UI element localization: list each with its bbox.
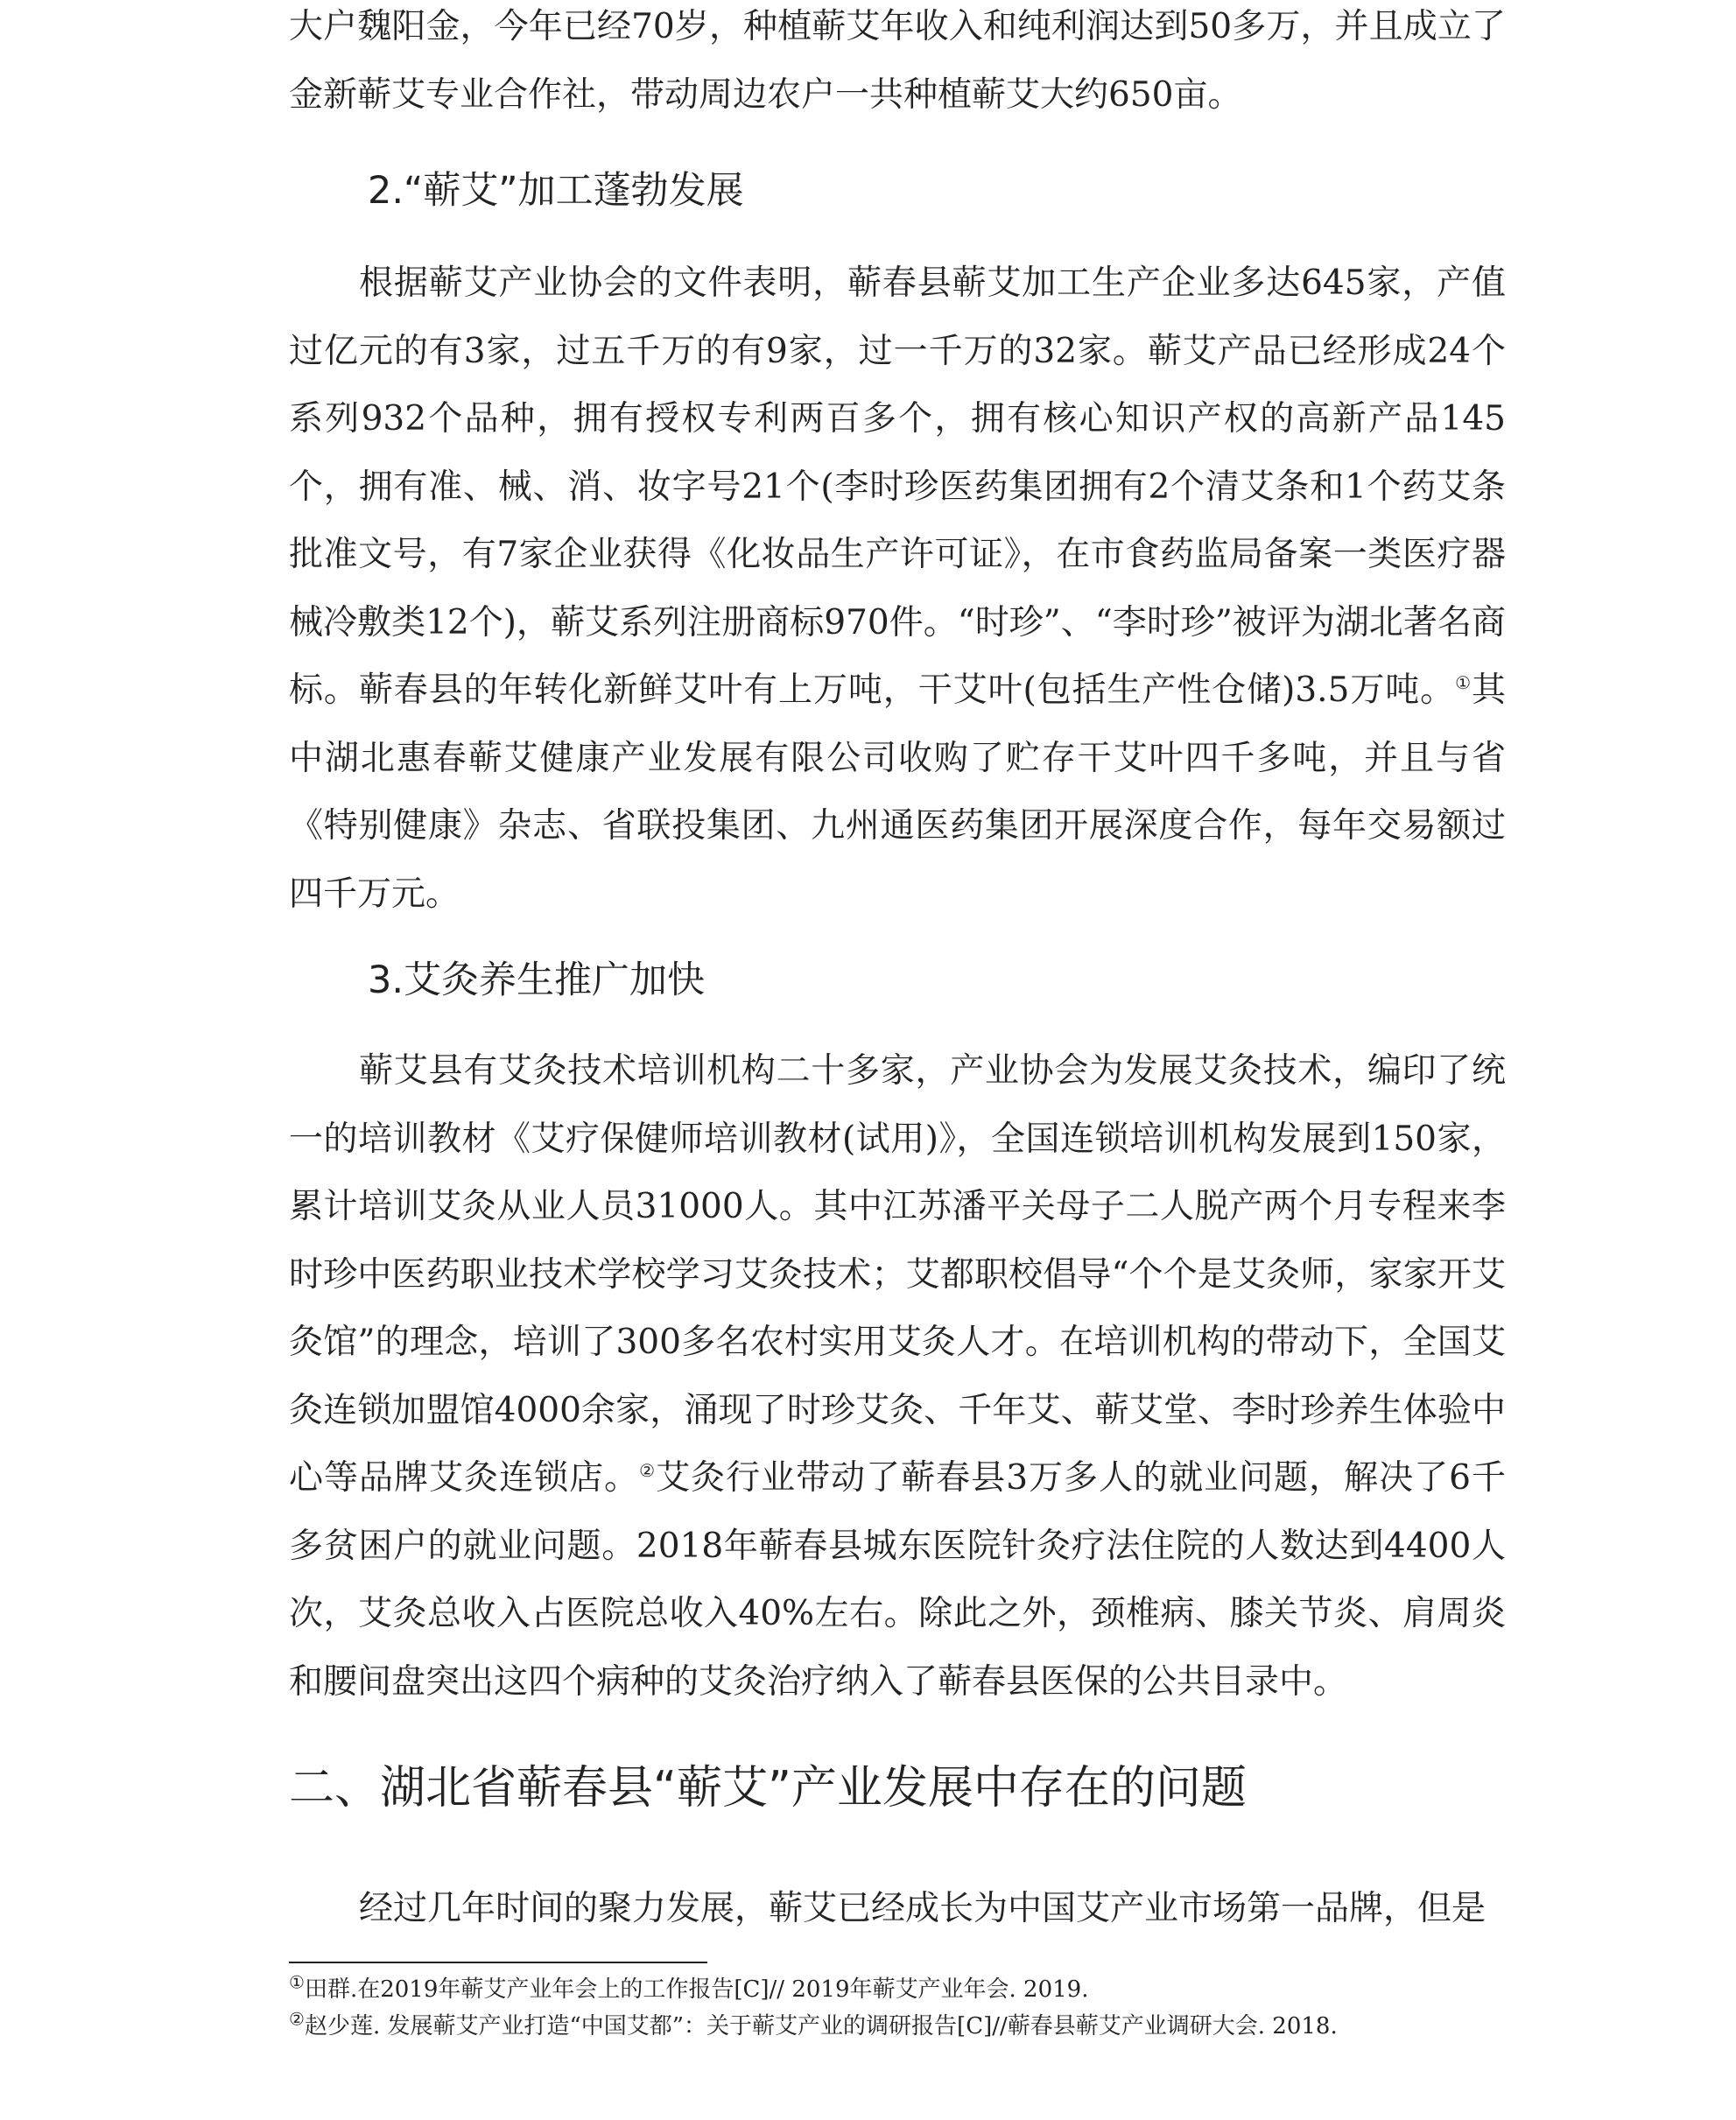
- footnote-1: [289, 1971, 1515, 2008]
- section-paragraph: 经过几年时间的聚力发展，蕲艾已经成长为中国艾产业市场第一品牌，但是: [359, 1889, 1486, 1928]
- section-paragraph-block: [289, 1875, 1506, 1943]
- processing-paragraph-part1: 根据蕲艾产业协会的文件表明，蕲春县蕲艾加工生产企业多达645家，产值过亿元的有3家，过五千万的有9家，过一千万的32家。蕲艾产品已经形成24个系列932个品种，拥有授权专利两百多个，拥有核心知识产权的高新产品145个，拥有准、械、消、妆字号21个(李时珍医药集团拥有2个清艾条和1个药艾条批准文号，有7家企业获得《化妆品生产许可证》，在市食药监局备案一类医疗器械冷敷类12个)，蕲艾系列注册商标970件。“时珍”、“李时珍”被评为湖北著名商标。蕲春县的年转化新鲜艾叶有上万吨，干艾叶(包括生产性仓储)3.5万吨。: [289, 263, 1506, 710]
- moxibustion-paragraph-block: [289, 1037, 1506, 1716]
- processing-paragraph-block: [289, 249, 1506, 928]
- footnote-divider: [289, 1962, 707, 1963]
- footnote-1-text: 田群.在2019年蕲艾产业年会上的工作报告[C]// 2019年蕲艾产业年会. 2019.: [304, 1976, 1089, 2003]
- subheading-processing: 2.“蕲艾”加工蓬勃发展: [368, 169, 744, 213]
- processing-paragraph-part2: 其中湖北惠春蕲艾健康产业发展有限公司收购了贮存干艾叶四千多吨，并且与省《特别健康》杂志、省联投集团、九州通医药集团开展深度合作，每年交易额过四千万元。: [289, 670, 1506, 914]
- footnotes: [289, 1971, 1515, 2045]
- subheading-moxibustion: 3.艾灸养生推广加快: [368, 958, 706, 1002]
- intro-paragraph-block: [289, 0, 1506, 129]
- section-heading: 二、湖北省蕲春县“蕲艾”产业发展中存在的问题: [289, 1762, 1247, 1815]
- processing-paragraph: [289, 249, 1506, 928]
- moxibustion-paragraph-part1: 蕲艾县有艾灸技术培训机构二十多家，产业协会为发展艾灸技术，编印了统一的培训教材《艾疗保健师培训教材(试用)》，全国连锁培训机构发展到150家，累计培训艾灸从业人员31000人。其中江苏潘平关母子二人脱产两个月专程来李时珍中医药职业技术学校学习艾灸技术；艾都职校倡导“个个是艾灸师，家家开艾灸馆”的理念，培训了300多名农村实用艾灸人才。在培训机构的带动下，全国艾灸连锁加盟馆4000余家，涌现了时珍艾灸、千年艾、蕲艾堂、李时珍养生体验中心等品牌艾灸连锁店。: [289, 1051, 1506, 1498]
- footnote-2-text: 赵少莲. 发展蕲艾产业打造“中国艾都”：关于蕲艾产业的调研报告[C]//蕲春县蕲艾产业调研大会. 2018.: [304, 2013, 1338, 2039]
- footnote-ref-2[interactable]: ②: [639, 1460, 657, 1481]
- footnote-1-marker: ①: [289, 1971, 305, 1993]
- footnote-ref-1[interactable]: ①: [1455, 672, 1472, 693]
- moxibustion-paragraph: [289, 1037, 1506, 1716]
- moxibustion-paragraph-part2: 艾灸行业带动了蕲春县3万多人的就业问题，解决了6千多贫困户的就业问题。2018年蕲春县城东医院针灸疗法住院的人数达到4400人次，艾灸总收入占医院总收入40%左右。除此之外，颈椎病、膝关节炎、肩周炎和腰间盘突出这四个病种的艾灸治疗纳入了蕲春县医保的公共目录中。: [289, 1458, 1506, 1702]
- intro-paragraph: 大户魏阳金，今年已经70岁，种植蕲艾年收入和纯利润达到50多万，并且成立了金新蕲艾专业合作社，带动周边农户一共种植蕲艾大约650亩。: [289, 7, 1506, 115]
- footnote-2-marker: ②: [289, 2008, 305, 2030]
- footnote-2: [289, 2008, 1515, 2045]
